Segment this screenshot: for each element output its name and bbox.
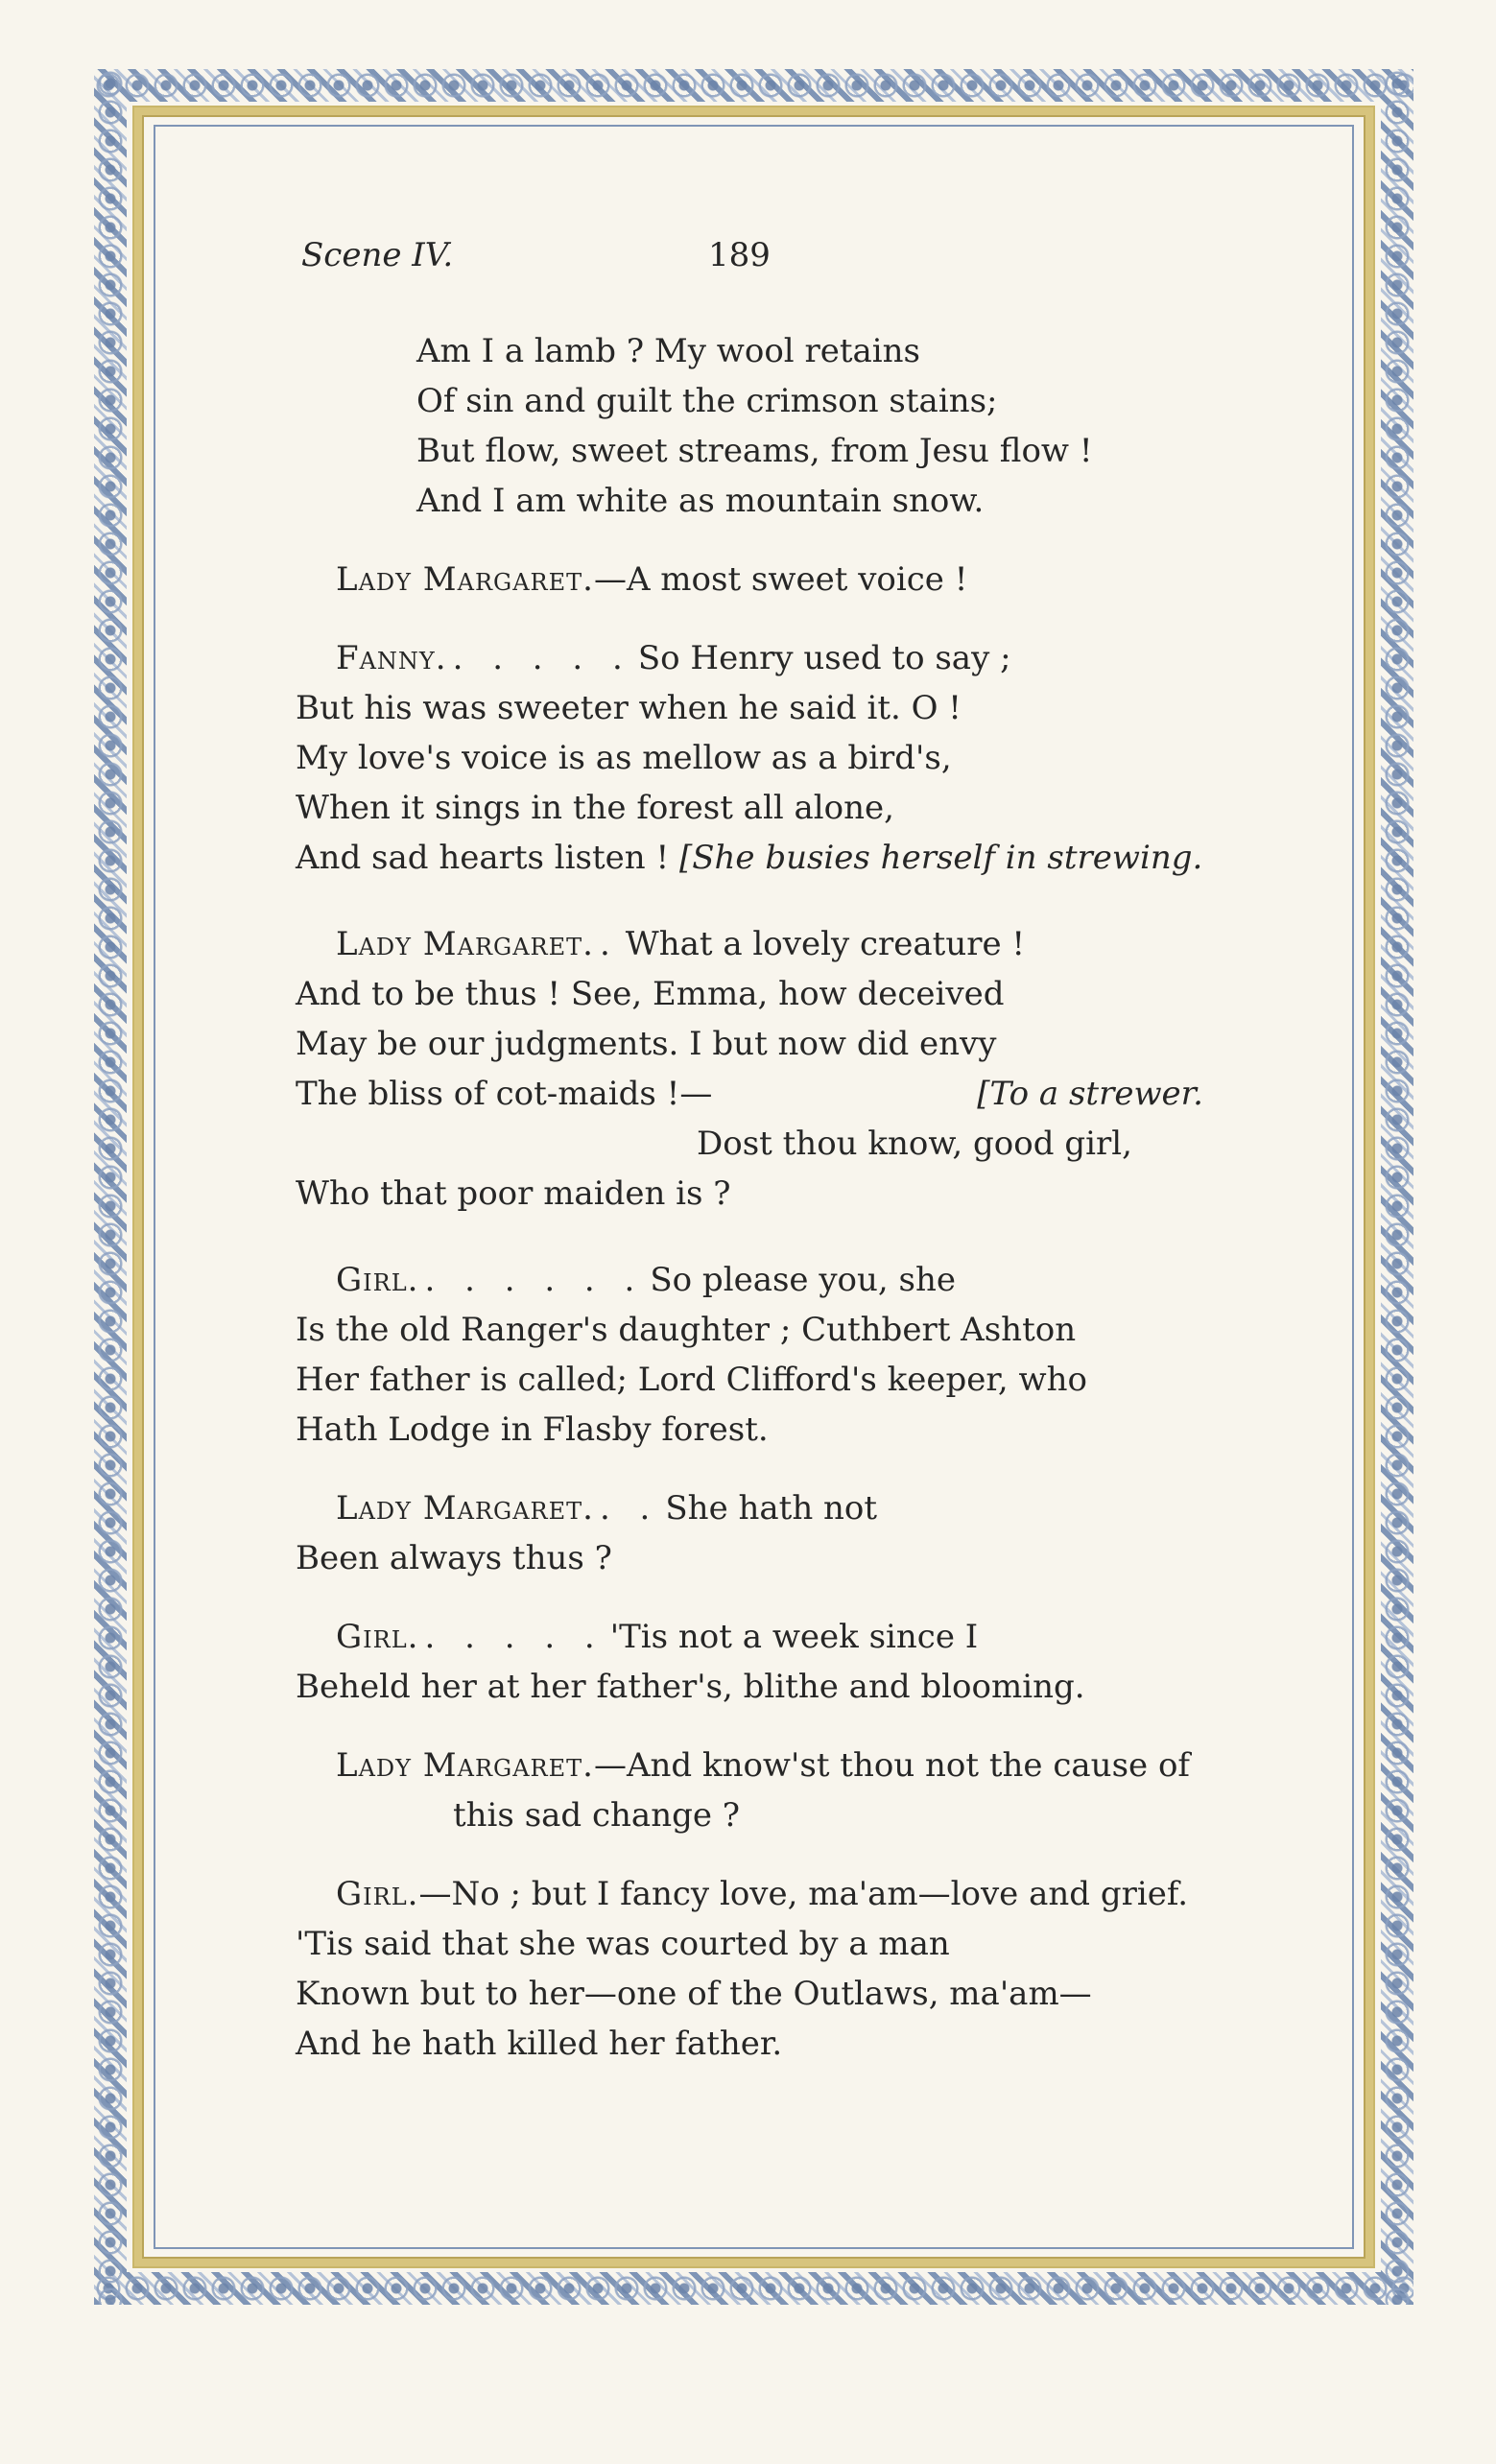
speaker-name: Fanny. [336,639,447,677]
dialogue-line [296,1483,1236,1533]
verse-line: Her father is called; Lord Clifford's keeper, who [296,1361,1087,1399]
song-line: But flow, sweet streams, from Jesu flow ! [416,432,1093,470]
song-line: And I am white as mountain snow. [416,482,985,520]
verse-line: May be our judgments. I but now did envy [296,1025,997,1063]
verse-line: 'Tis said that she was courted by a man [296,1925,950,1963]
verse-line: When it sings in the forest all alone, [296,789,894,827]
leader-dots: . . . . . [452,639,632,677]
border-right-frieze [1381,69,1413,2305]
dialogue-line [296,1869,1236,1919]
speech-text: What a lovely creature ! [625,925,1026,963]
leader-dots: . . [599,1489,660,1528]
verse-line: Been always thus ? [296,1539,612,1577]
song-line: Am I a lamb ? My wool retains [416,332,920,370]
dialogue-line [296,919,1236,969]
leader-dots: . . . . . [424,1618,605,1656]
border-left-frieze [94,69,127,2305]
verse-line: Who that poor maiden is ? [296,1174,731,1213]
verse-line: And he hath killed her father. [296,2025,783,2063]
speech-text: She hath not [665,1489,878,1528]
leader-dots: . [599,925,620,963]
border-bottom-frieze [94,2272,1413,2305]
speaker-name: Girl. [336,1618,419,1656]
speaker-name: Lady Margaret. [336,1489,594,1528]
speaker-name: Lady Margaret. [336,925,594,963]
verse-line [296,833,1236,883]
verse-line: Beheld her at her father's, blithe and blooming. [296,1668,1085,1706]
verse-line: My love's voice is as mellow as a bird's, [296,739,952,777]
song-line: Of sin and guilt the crimson stains; [416,382,998,420]
dialogue-line [296,1741,1236,1790]
verse-text: The bliss of cot-maids !— [296,1075,713,1113]
verse-line: But his was sweeter when he said it. O ! [296,689,962,727]
verse-line: Dost thou know, good girl, [697,1125,1132,1163]
speech-text: —No ; but I fancy love, ma'am—love and grief. [418,1875,1189,1913]
speaker-name: Lady Margaret. [336,560,594,599]
verse-line: Is the old Ranger's daughter ; Cuthbert Ashton [296,1311,1077,1349]
speaker-name: Lady Margaret. [336,1746,594,1785]
dialogue-line [296,1612,1236,1662]
scene-label: Scene IV. [301,236,454,274]
verse-text: And sad hearts listen ! [296,839,670,877]
dialogue-line [296,555,1236,604]
verse-line [296,1069,1236,1119]
stage-direction: [She busies herself in strewing. [678,839,1203,877]
speech-text: 'Tis not a week since I [609,1618,979,1656]
page-number: 189 [708,236,771,274]
dialogue-line [296,633,1236,683]
verse-line: Hath Lodge in Flasby forest. [296,1410,769,1449]
leader-dots: . . . . . . [424,1261,645,1299]
speaker-name: Girl. [336,1261,419,1299]
stage-direction: [To a strewer. [977,1075,1203,1113]
verse-line: And to be thus ! See, Emma, how deceived [296,975,1005,1013]
speech-text: —And know'st thou not the cause of [593,1746,1191,1785]
verse-line: this sad change ? [453,1796,741,1835]
speech-text: So Henry used to say ; [637,639,1011,677]
verse-line: Known but to her—one of the Outlaws, ma'am— [296,1975,1092,2013]
speech-text: So please you, she [650,1261,956,1299]
speaker-name: Girl. [336,1875,419,1913]
speech-text: —A most sweet voice ! [593,560,968,599]
dialogue-line [296,1255,1236,1305]
border-top-frieze [94,69,1413,102]
page-body [296,326,1236,2069]
